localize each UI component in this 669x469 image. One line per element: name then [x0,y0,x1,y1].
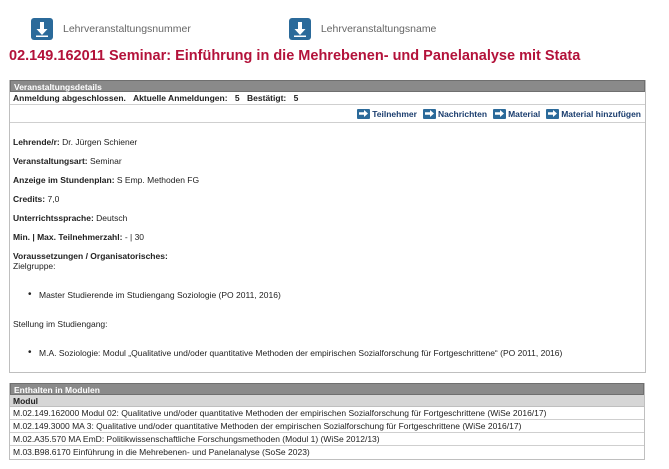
action-bar [10,105,645,123]
current-registrations-value: 5 [234,93,240,103]
participants-limit-label: Min. | Max. Teilnehmerzahl: [13,232,123,242]
target-group-label: Zielgruppe: [13,261,56,271]
credits-value: 7,0 [47,194,60,204]
participants-limit-field [13,232,144,242]
course-type-value: Seminar [90,156,122,166]
add-material-link[interactable] [546,109,641,119]
language-label: Unterrichtssprache: [13,213,94,223]
module-row: M.03.B98.6170 Einführung in die Mehrebenen- und Panelanalyse (SoSe 2023) [13,447,310,457]
details-header: Veranstaltungsdetails [10,80,645,92]
arrow-right-icon [423,109,436,119]
prerequisites-heading [13,251,168,261]
schedule-label: Anzeige im Stundenplan: [13,175,115,185]
sort-by-name-label: Lehrveranstaltungsname [320,23,437,35]
messages-link[interactable] [423,109,487,119]
module-row: M.02.149.3000 MA 3: Qualitative und/oder quantitative Methoden der empirischen Sozialforschung für Fortgeschrittene (WiSe 2016/17) [10,420,644,433]
schedule-field [13,175,199,185]
sort-bar [31,18,436,40]
participants-link[interactable] [357,109,417,119]
add-material-link-label: Material hinzufügen [561,108,641,119]
study-position-label: Stellung im Studiengang: [13,319,108,329]
registration-state: Anmeldung abgeschlossen. [13,93,126,103]
prerequisites-label: Voraussetzungen / Organisatorisches: [13,251,168,261]
language-value: Deutsch [96,213,128,223]
target-group-item: • Master Studierende im Studiengang Soziologie (PO 2011, 2016) [39,290,281,300]
sort-by-name-button[interactable] [289,18,437,40]
confirmed-value: 5 [293,93,299,103]
registration-status [10,92,645,105]
material-link-label: Material [508,108,541,119]
participants-limit-value: - | 30 [124,232,145,242]
lecturer-field [13,137,137,147]
modules-header: Enthalten in Modulen [10,383,644,395]
schedule-value: S Emp. Methoden FG [116,175,200,185]
study-position-item: • M.A. Soziologie: Modul „Qualitative und/oder quantitative Methoden der empirischen Sozialforschung für Fortgeschrittene“ (PO 2011, 2016) [39,348,562,358]
sort-by-number-button[interactable] [31,18,191,40]
lecturer-label: Lehrende/r: [13,137,60,147]
modules-column-header: Modul [10,395,644,407]
language-field [13,213,127,223]
lecturer-value: Dr. Jürgen Schiener [62,137,138,147]
page-title: 02.149.162011 Seminar: Einführung in die Mehrebenen- und Panelanalyse mit Stata [9,48,581,64]
messages-link-label: Nachrichten [437,108,488,119]
participants-link-label: Teilnehmer [372,108,417,119]
course-type-label: Veranstaltungsart: [13,156,88,166]
sort-by-number-label: Lehrveranstaltungsnummer [63,23,191,35]
arrow-right-icon [357,109,370,119]
current-registrations-label: Aktuelle Anmeldungen: [132,93,228,103]
details-section [9,80,646,373]
arrow-right-icon [493,109,506,119]
confirmed-label: Bestätigt: [247,93,287,103]
course-type-field [13,156,122,166]
material-link[interactable] [493,109,540,119]
module-row: M.02.149.162000 Modul 02: Qualitative und/oder quantitative Methoden der empirischen Sozialforschung für Fortgeschrittene (WiSe 2016/17) [10,407,644,420]
modules-section [9,383,645,460]
credits-field [13,194,59,204]
module-row: M.02.A35.570 MA EmD: Politikwissenschaftliche Forschungsmethoden (Modul 1) (WiSe 2012/13) [10,433,644,446]
download-arrow-icon [31,18,53,40]
credits-label: Credits: [13,194,46,204]
download-arrow-icon [289,18,311,40]
arrow-right-icon [546,109,559,119]
